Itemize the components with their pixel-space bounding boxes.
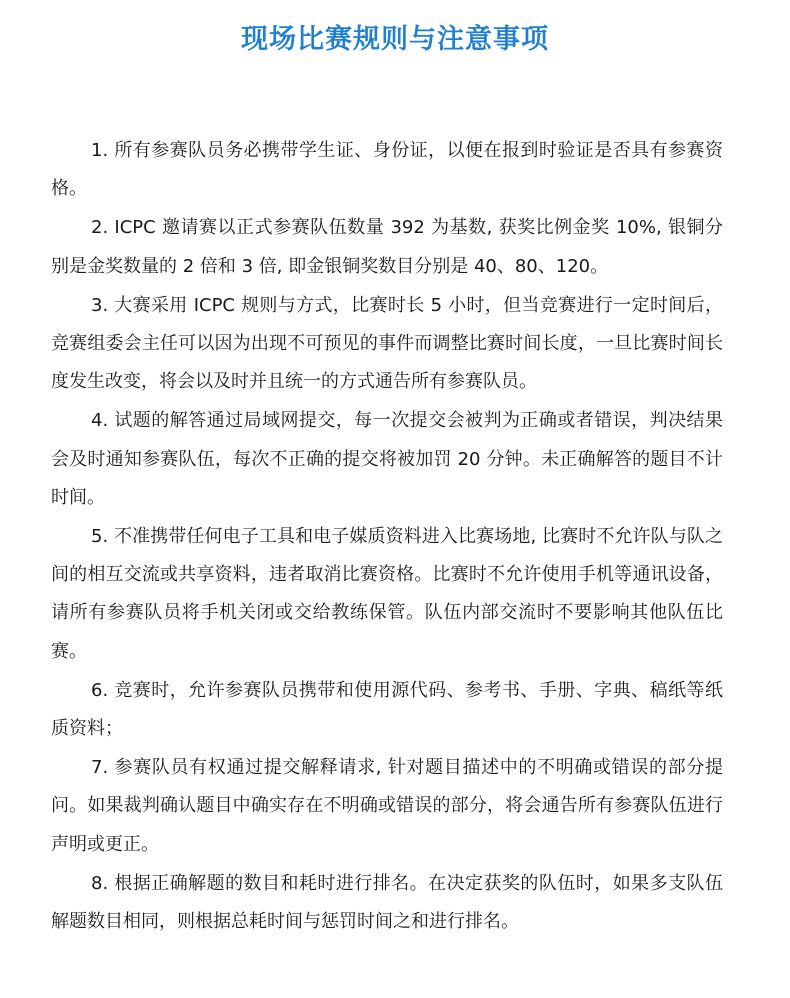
rule-item-5: 5. 不准携带任何电子工具和电子媒质资料进入比赛场地, 比赛时不允许队与队之间的相互交流或共享资料，违者取消比赛资格。比赛时不允许使用手机等通讯设备，请所有参赛队员将手机关闭或交给教练保管。队伍内部交流时不要影响其他队伍比赛。 [51, 526, 723, 662]
rule-item-2: 2. ICPC 邀请赛以正式参赛队伍数量 392 为基数, 获奖比例金奖 10%, 银铜分别是金奖数量的 2 倍和 3 倍, 即金银铜奖数目分别是 40、80、120。 [51, 217, 723, 277]
rule-item-7: 7. 参赛队员有权通过提交解释请求, 针对题目描述中的不明确或错误的部分提问。如果裁判确认题目中确实存在不明确或错误的部分，将会通告所有参赛队伍进行声明或更正。 [51, 757, 723, 855]
rule-item-1: 1. 所有参赛队员务必携带学生证、身份证，以便在报到时验证是否具有参赛资格。 [51, 140, 723, 200]
rule-item-8: 8. 根据正确解题的数目和耗时进行排名。在决定获奖的队伍时，如果多支队伍解题数目相同，则根据总耗时间与惩罚时间之和进行排名。 [51, 872, 723, 933]
rule-item-3: 3. 大赛采用 ICPC 规则与方式，比赛时长 5 小时，但当竞赛进行一定时间后，竞赛组委会主任可以因为出现不可预见的事件而调整比赛时间长度，一旦比赛时间长度发生改变，将会以及时并且统一的方式通告所有参赛队员。 [51, 294, 723, 393]
rule-item-6: 6. 竞赛时，允许参赛队员携带和使用源代码、参考书、手册、字典、稿纸等纸质资料； [51, 679, 723, 740]
rule-item-4: 4. 试题的解答通过局域网提交，每一次提交会被判为正确或者错误，判决结果会及时通知参赛队伍，每次不正确的提交将被加罚 20 分钟。未正确解答的题目不计时间。 [51, 410, 723, 508]
rules-list [51, 132, 723, 942]
document-title: 现场比赛规则与注意事项 [241, 24, 549, 55]
